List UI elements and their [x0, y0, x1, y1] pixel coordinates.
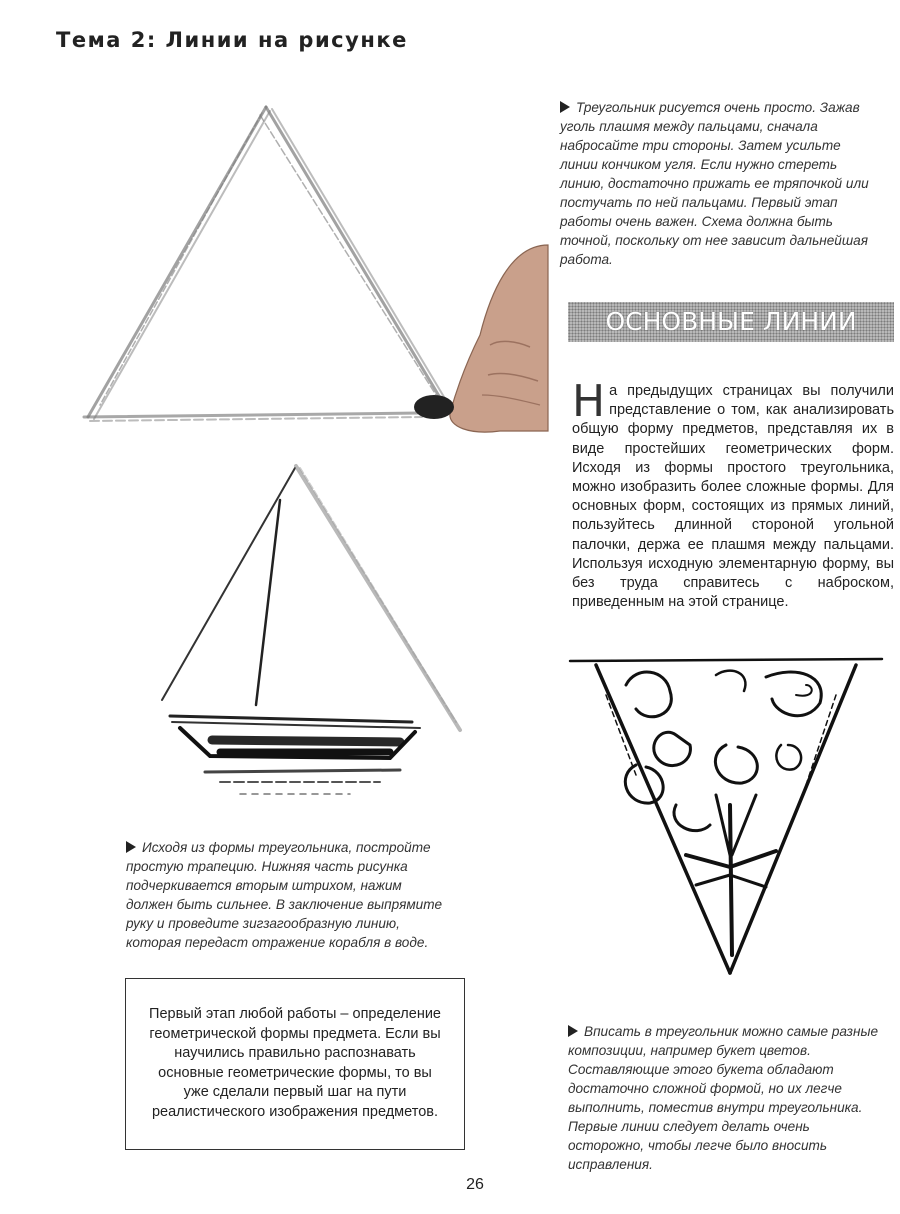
hand-holding-charcoal: [414, 245, 548, 432]
triangle-caption-text: Треугольник рисуется очень просто. Зажав уголь плашмя между пальцами, сначала набросайте три стороны. Затем усильте линии кончиком угля. Если нужно стереть линию, достаточно прижать ее тряпочкой или постучать по ней пальцами. Первый этап работы очень важен. Схема должна быть точной, поскольку от нее зависит дальнейшая работа.: [560, 100, 869, 267]
section-body: [572, 376, 894, 612]
flowers-caption-text: Вписать в треугольник можно самые разные композиции, например букет цветов. Составляющие этого букета обладают достаточно сложной формой, но их легче выполнить, поместив внутри треугольника. Первые линии следует делать очень осторожно, чтобы легче было вносить исправления.: [568, 1024, 879, 1172]
boat-caption-text: Исходя из формы треугольника, постройте простую трапецию. Нижняя часть рисунка подчеркивается вторым штрихом, нажим должен быть сильнее. В заключение выпрямите руку и проведите зигзагообразную линию, которая передаст отражение корабля в воде.: [126, 840, 443, 950]
page-number: 26: [466, 1176, 484, 1193]
play-arrow-icon: [126, 841, 136, 853]
boat-caption: [126, 838, 452, 952]
triangle-sketch-illustration: [70, 95, 550, 435]
page-title: Тема 2: Линии на рисунке: [56, 28, 408, 52]
section-body-text: а предыдущих страницах вы получили представление о том, как анализировать общую форму предметов, представляя их в виде простейших геометрических форм. Исходя из формы простого треугольника, можно изобразить более сложные формы. Для основных форм, состоящих из прямых линий, пользуйтесь длинной стороной угольной палочки, держа ее плашмя между пальцами. Используя исходную элементарную форму, вы без труда справитесь с наброском, приведенным на этой странице.: [572, 383, 894, 611]
flowers-caption: [568, 1022, 884, 1174]
section-heading: ОСНОВНЫЕ ЛИНИИ: [568, 302, 894, 342]
note-box: [125, 978, 465, 1150]
sailboat-sketch-illustration: [150, 460, 470, 810]
play-arrow-icon: [560, 101, 570, 113]
drop-cap: Н: [572, 376, 606, 427]
note-box-text: Первый этап любой работы – определение геометрической формы предмета. Если вы научились правильно распознавать основные геометрические формы, то вы уже сделали первый шаг на пути реалистического изображения предметов.: [149, 1006, 441, 1120]
triangle-caption: [560, 98, 878, 269]
play-arrow-icon: [568, 1025, 578, 1037]
flower-bouquet-sketch-illustration: [566, 655, 886, 995]
